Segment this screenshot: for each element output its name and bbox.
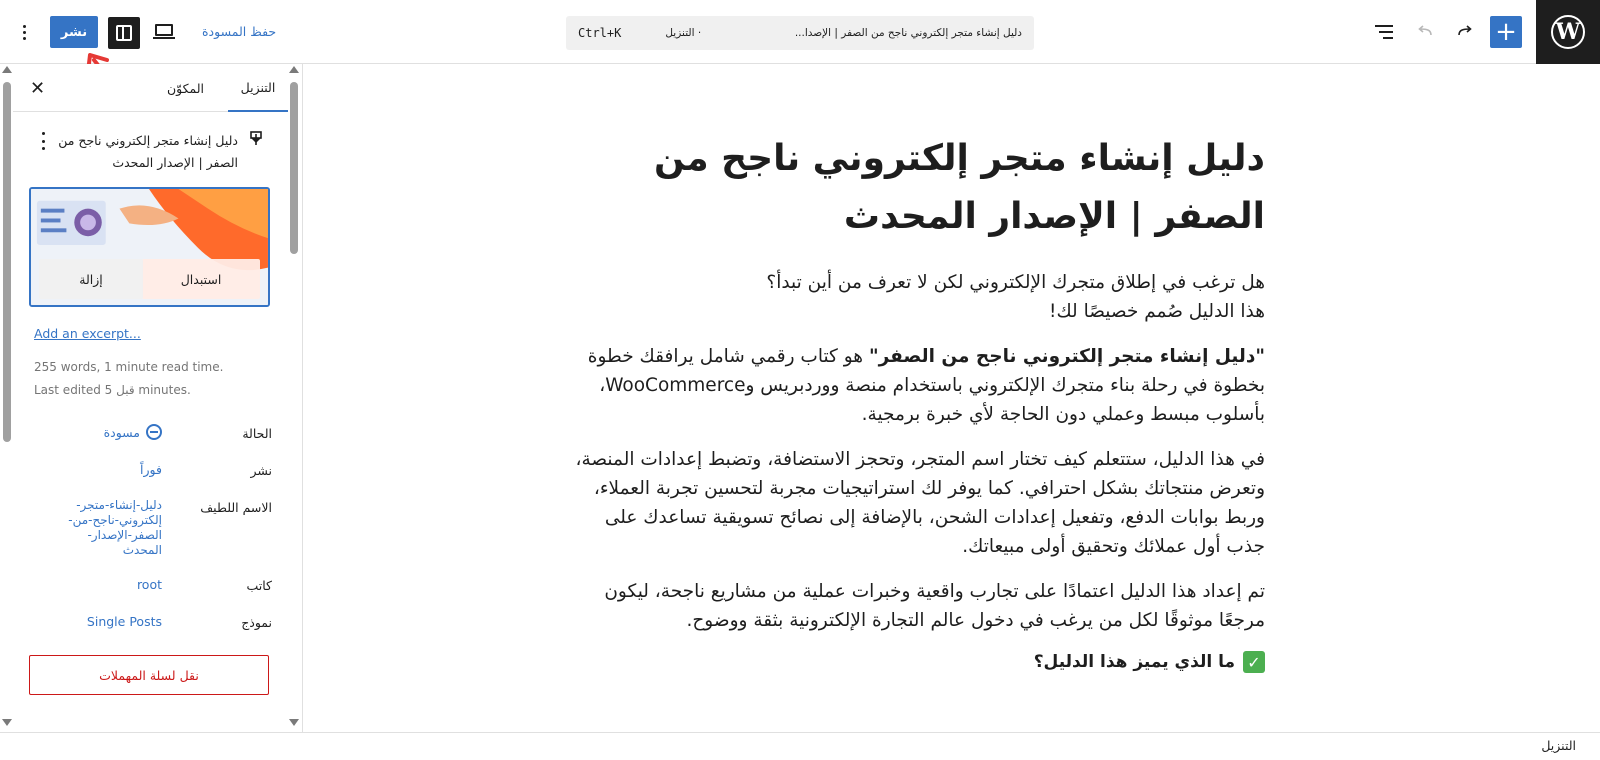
command-document-title: دليل إنشاء متجر إلكتروني ناجح من الصفر | الإصدا... xyxy=(794,27,1022,39)
add-excerpt-link[interactable]: Add an excerpt... xyxy=(34,326,141,341)
scrollbar-thumb[interactable] xyxy=(3,82,11,442)
sidebar-inner-scrollbar[interactable] xyxy=(289,66,299,726)
check-mark-icon: ✓ xyxy=(1243,651,1265,673)
more-vertical-icon-dot xyxy=(42,147,45,150)
paragraph-line: هذا الدليل صُمم خصيصًا لك! xyxy=(1049,301,1265,322)
wordpress-logo-icon[interactable] xyxy=(1536,0,1600,64)
editor-header xyxy=(0,0,1600,64)
undo-icon xyxy=(1415,22,1435,42)
paragraph-text: هو كتاب رقمي شامل يرافقك خطوة بخطوة في رحلة بناء متجرك الإلكتروني باستخدام منصة ووردبريس وWooCommerce، بأسلوب مبسط وعملي دون الحاجة لأي خبرة برمجية. xyxy=(587,346,1265,425)
scroll-up-icon[interactable] xyxy=(289,66,299,73)
remove-image-button[interactable]: إزالة xyxy=(39,259,143,299)
plus-icon: + xyxy=(1495,17,1517,47)
more-vertical-icon xyxy=(23,25,26,28)
add-block-button[interactable] xyxy=(1490,16,1522,48)
redo-button[interactable] xyxy=(1449,16,1481,48)
publish-date-button[interactable]: فوراً xyxy=(140,462,162,477)
draft-status-icon xyxy=(146,424,162,440)
paragraph-line: هل ترغب في إطلاق متجرك الإلكتروني لكن لا تعرف من أين تبدأ؟ xyxy=(766,272,1265,293)
command-shortcut: Ctrl+K xyxy=(578,26,622,40)
sidebar-toggle-icon xyxy=(116,25,132,41)
more-vertical-icon-dot xyxy=(23,31,26,34)
save-draft-button[interactable]: حفظ المسودة xyxy=(202,24,277,39)
settings-sidebar-toggle[interactable] xyxy=(108,17,140,49)
paragraph-block[interactable]: في هذا الدليل، ستتعلم كيف تختار اسم المتجر، وتحجز الاستضافة، وتضبط إعدادات المنصة، وتعرض منتجاتك بشكل احترافي. كما يوفر لك استراتيجيات مجربة لتحسين تجربة العملاء، وربط بوابات الدفع، وتفعيل إعدادات الشحن، بالإضافة إلى نصائح تسويقية تساعدك على جذب أول عملائك وتحقيق أولى مبيعاتك. xyxy=(575,449,1265,557)
desktop-view-icon-base xyxy=(153,37,175,39)
more-vertical-icon-dot xyxy=(42,140,45,143)
close-icon: ✕ xyxy=(30,78,46,99)
post-actions-button[interactable] xyxy=(40,132,46,150)
undo-button[interactable] xyxy=(1409,16,1441,48)
close-sidebar-button[interactable] xyxy=(30,78,45,99)
tab-block[interactable]: المكوّن xyxy=(166,80,204,96)
template-value-button[interactable]: Single Posts xyxy=(86,614,162,629)
scroll-up-icon[interactable] xyxy=(2,66,12,73)
post-pin-icon xyxy=(248,130,264,146)
view-button[interactable] xyxy=(153,24,175,40)
paragraph-block[interactable]: تم إعداد هذا الدليل اعتمادًا على تجارب واقعية وخبرات عملية من مشاريع ناجحة، ليكون مرجعًا موثوقًا لكل من يرغب في دخول عالم التجارة الإلكترونية بثقة ووضوح. xyxy=(604,581,1265,631)
desktop-view-icon xyxy=(155,24,173,36)
more-vertical-icon-dot xyxy=(23,37,26,40)
replace-image-button[interactable]: استبدال xyxy=(142,259,260,299)
more-vertical-icon xyxy=(42,132,45,135)
slug-label: الاسم اللطيف xyxy=(200,500,272,515)
command-palette-bar[interactable] xyxy=(566,16,1034,50)
slug-value-button[interactable]: دليل-إنشاء-متجر-إلكتروني-ناجح-من-الصفر-الإصدار-المحدث xyxy=(68,498,162,557)
status-label: الحالة xyxy=(242,426,272,441)
author-label: كاتب xyxy=(246,578,272,593)
status-value-button[interactable] xyxy=(104,424,162,440)
last-edited-info: Last edited قبل 5 minutes. xyxy=(34,383,191,397)
scroll-down-icon[interactable] xyxy=(2,719,12,726)
paragraph-block[interactable] xyxy=(565,268,1265,326)
paragraph-block[interactable] xyxy=(565,342,1265,429)
scroll-down-icon[interactable] xyxy=(289,719,299,726)
move-to-trash-button[interactable]: نقل لسلة المهملات xyxy=(29,655,269,695)
sidebar-tabs xyxy=(13,64,288,112)
sidebar-post-title: دليل إنشاء متجر إلكتروني ناجح من الصفر | الإصدار المحدث xyxy=(58,133,238,170)
editor-canvas xyxy=(304,64,1600,732)
document-overview-icon xyxy=(1375,25,1393,39)
author-value-button[interactable]: root xyxy=(136,577,162,592)
tab-post[interactable]: التنزيل xyxy=(228,64,288,112)
document-overview-button[interactable] xyxy=(1368,16,1400,48)
publish-button[interactable]: نشر xyxy=(50,16,98,48)
sidebar-scrollbar[interactable] xyxy=(2,66,12,726)
heading-text: ما الذي يميز هذا الدليل؟ xyxy=(1033,652,1235,672)
publish-label: نشر xyxy=(250,463,272,478)
wordpress-logo-mark: W xyxy=(1551,15,1585,49)
template-label: نموذج xyxy=(241,615,272,630)
word-count-info: 255 words, 1 minute read time. xyxy=(34,360,224,374)
options-menu-button[interactable] xyxy=(16,20,32,44)
breadcrumb-item[interactable]: التنزيل xyxy=(1541,738,1576,753)
heading-block[interactable] xyxy=(565,651,1265,673)
status-value: مسودة xyxy=(103,424,140,440)
scrollbar-thumb[interactable] xyxy=(290,82,298,254)
redo-icon xyxy=(1455,22,1475,42)
post-content xyxy=(565,130,1265,673)
block-breadcrumb-bar xyxy=(0,732,1600,760)
command-post-type: · التنزيل xyxy=(665,27,702,39)
settings-sidebar xyxy=(0,64,303,732)
featured-image[interactable] xyxy=(29,187,270,307)
paragraph-bold-text: "دليل إنشاء متجر إلكتروني ناجح من الصفر" xyxy=(868,346,1265,367)
post-title[interactable]: دليل إنشاء متجر إلكتروني ناجح من الصفر | الإصدار المحدث xyxy=(653,138,1265,237)
